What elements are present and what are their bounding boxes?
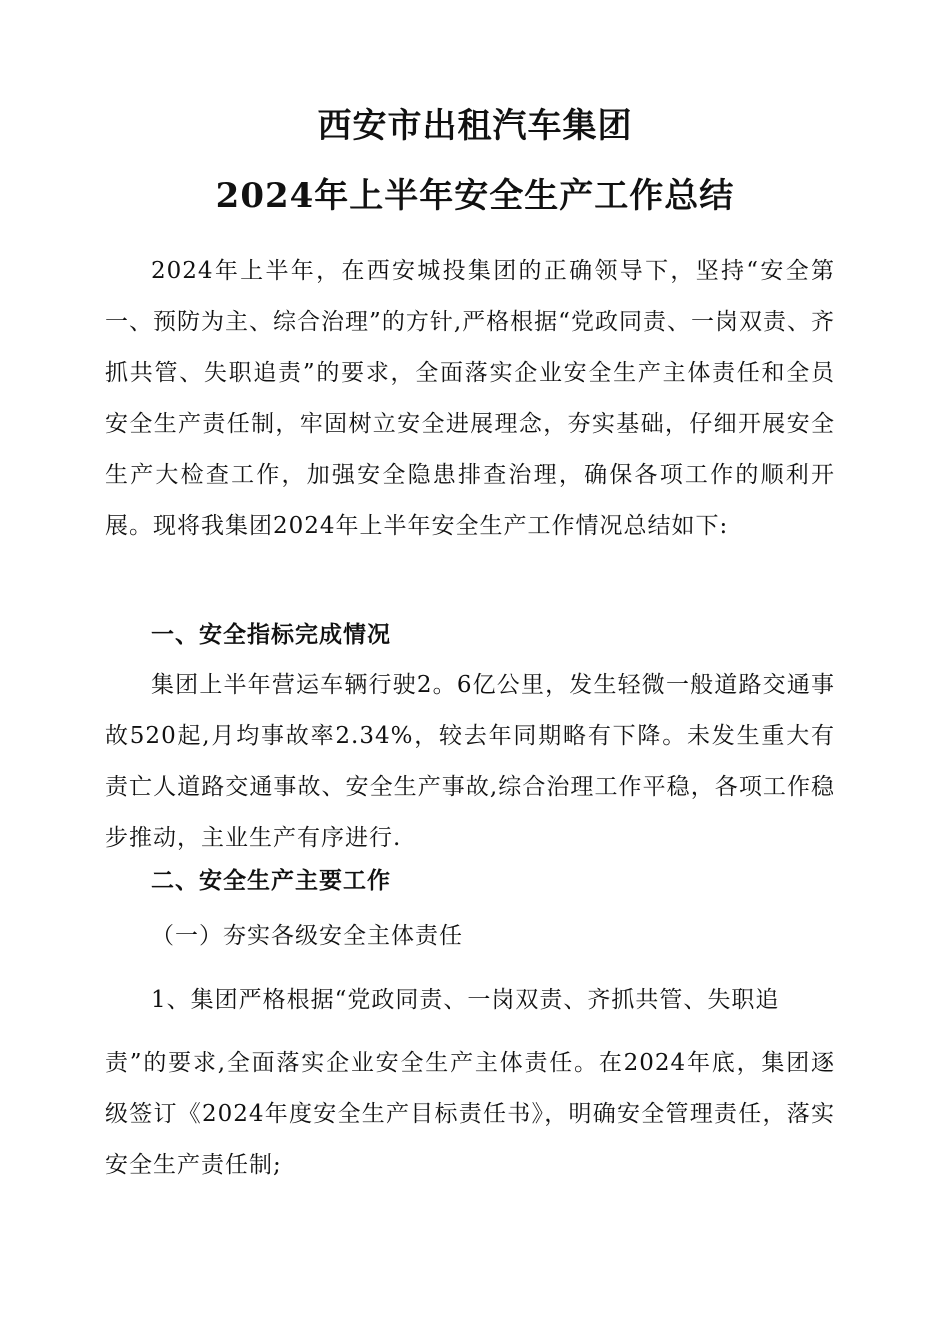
section2-heading: 二、安全生产主要工作 — [151, 867, 391, 894]
subsection1-heading: （一）夯实各级安全主体责任 — [151, 923, 463, 949]
item1-paragraph: 责”的要求,全面落实企业安全生产主体责任。在2024年底，集团逐级签订《2024年度安全生产目标责任书》，明确安全管理责任，落实安全生产责任制; — [105, 1050, 835, 1178]
intro-paragraph: 2024年上半年，在西安城投集团的正确领导下，坚持“安全第一、预防为主、综合治理”的方针,严格根据“党政同责、一岗双责、齐抓共管、失职追责”的要求，全面落实企业安全生产主体责任和全员安全生产责任制，牢固树立安全进展理念，夯实基础，仔细开展安全生产大检查工作，加强安全隐患排查治理，确保各项工作的顺利开展。现将我集团2024年上半年安全生产工作情况总结如下: — [105, 258, 835, 539]
document-title-line2: 2024年上半年安全生产工作总结 — [215, 176, 735, 216]
section1-heading: 一、安全指标完成情况 — [151, 621, 391, 648]
item1-first-line: 1、集团严格根据“党政同责、一岗双责、齐抓共管、失职追 — [151, 987, 780, 1013]
section1-paragraph: 集团上半年营运车辆行驶2。6亿公里，发生轻微一般道路交通事故520起,月均事故率2.34%，较去年同期略有下降。未发生重大有责亡人道路交通事故、安全生产事故,综合治理工作平稳，各项工作稳步推动，主业生产有序进行. — [105, 672, 835, 851]
document-title-line1: 西安市出租汽车集团 — [317, 106, 633, 146]
